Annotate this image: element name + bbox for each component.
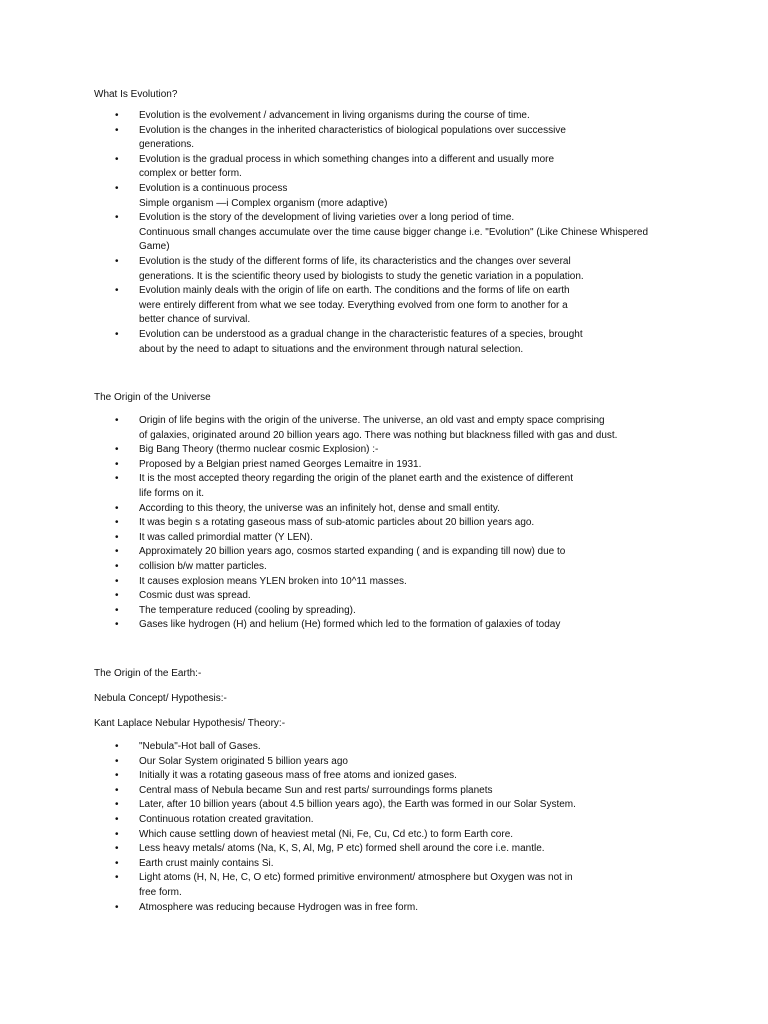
- list-item: [94, 813, 694, 828]
- list-item-line: • Later, after 10 billion years (about 4.5 billion years ago), the Earth was formed in our Solar System.: [139, 799, 576, 811]
- list-item-line: • Initially it was a rotating gaseous mass of free atoms and ionized gases.: [139, 770, 457, 782]
- list-item: [94, 769, 694, 784]
- list-item: [94, 828, 694, 843]
- universe-list: [94, 414, 694, 633]
- list-item-line: were entirely different from what we see today. Everything evolved from one form to another for a: [139, 299, 568, 311]
- list-item-line: • "Nebula"-Hot ball of Gases.: [139, 741, 261, 752]
- list-item: [94, 560, 694, 575]
- list-item-line: • It causes explosion means YLEN broken into 10^11 masses.: [139, 575, 407, 587]
- list-item-line: • Big Bang Theory (thermo nuclear cosmic Explosion) :-: [139, 444, 379, 456]
- list-item: [94, 516, 694, 531]
- list-item-line: Simple organism —i Complex organism (more adaptive): [139, 197, 388, 209]
- list-item: [94, 255, 694, 284]
- list-item-line: • Evolution mainly deals with the origin of life on earth. The conditions and the forms of life on earth: [139, 285, 570, 297]
- list-item-line: • Proposed by a Belgian priest named Georges Lemaitre in 1931.: [139, 458, 422, 470]
- list-item-line: • Continuous rotation created gravitation.: [139, 813, 314, 825]
- list-item: [94, 153, 694, 182]
- list-item-line: • Evolution is the gradual process in which something changes into a different and usually more: [139, 153, 555, 165]
- list-item-line: complex or better form.: [139, 168, 242, 180]
- nebula-concept-heading: Nebula Concept/ Hypothesis:-: [94, 693, 227, 704]
- list-item-line: • It was called primordial matter (Y LEN).: [139, 531, 313, 543]
- evolution-list: [94, 109, 694, 357]
- list-item-line: generations.: [139, 139, 195, 151]
- section-title-universe: The Origin of the Universe: [94, 392, 211, 404]
- list-item-line: • Earth crust mainly contains Si.: [139, 857, 274, 869]
- list-item-line: better chance of survival.: [139, 314, 251, 326]
- list-item: [94, 604, 694, 619]
- kant-laplace-heading: Kant Laplace Nebular Hypothesis/ Theory:-: [94, 718, 286, 729]
- list-item-line: Continuous small changes accumulate over the time cause bigger change i.e. "Evolution" (Like Chinese Whispered: [139, 226, 649, 238]
- list-item-line: about by the need to adapt to situations and the environment through natural selection.: [139, 343, 524, 355]
- list-item-line: • It is the most accepted theory regarding the origin of the planet earth and the existence of different: [139, 473, 573, 485]
- list-item: [94, 502, 694, 517]
- list-item: [94, 589, 694, 604]
- list-item: [94, 842, 694, 857]
- list-item-line: • Evolution is a continuous process: [139, 182, 288, 194]
- list-item: [94, 124, 694, 153]
- list-item-line: • Light atoms (H, N, He, C, O etc) formed primitive environment/ atmosphere but Oxygen was not in: [139, 872, 573, 884]
- list-item: [94, 798, 694, 813]
- list-item-line: • collision b/w matter particles.: [139, 561, 267, 573]
- list-item: [94, 284, 694, 328]
- list-item: [94, 784, 694, 799]
- list-item-line: • The temperature reduced (cooling by spreading).: [139, 604, 356, 616]
- list-item: [94, 857, 694, 872]
- list-item-line: • Approximately 20 billion years ago, cosmos started expanding ( and is expanding till now) due to: [139, 546, 566, 558]
- list-item-line: of galaxies, originated around 20 billion years ago. There was nothing but blackness filled with gas and dust.: [139, 429, 618, 441]
- list-item-line: • Central mass of Nebula became Sun and rest parts/ surroundings forms planets: [139, 784, 493, 796]
- list-item: [94, 531, 694, 546]
- list-item-line: Game): [139, 241, 170, 253]
- document-page: [94, 88, 694, 915]
- list-item: [94, 618, 694, 633]
- earth-list: [94, 740, 694, 915]
- list-item-line: generations. It is the scientific theory used by biologists to study the genetic variation in a population.: [139, 270, 584, 282]
- section-title-earth: The Origin of the Earth:-: [94, 668, 202, 679]
- list-item-line: • Evolution is the story of the development of living varieties over a long period of time.: [139, 212, 515, 224]
- list-item: [94, 109, 694, 124]
- list-item: [94, 443, 694, 458]
- list-item: [94, 458, 694, 473]
- list-item: [94, 575, 694, 590]
- list-item: [94, 472, 694, 501]
- list-item-line: • Our Solar System originated 5 billion years ago: [139, 755, 348, 767]
- list-item-line: • Evolution is the evolvement / advancement in living organisms during the course of time.: [139, 110, 530, 121]
- list-item-line: • Evolution is the study of the different forms of life, its characteristics and the changes over several: [139, 255, 571, 267]
- list-item: [94, 414, 694, 443]
- list-item-line: • According to this theory, the universe was an infinitely hot, dense and small entity.: [139, 502, 500, 514]
- list-item-line: life forms on it.: [139, 488, 205, 500]
- list-item-line: • Gases like hydrogen (H) and helium (He) formed which led to the formation of galaxies of today: [139, 619, 561, 631]
- list-item: [94, 901, 694, 916]
- list-item-line: • Cosmic dust was spread.: [139, 590, 251, 602]
- list-item: [94, 328, 694, 357]
- list-item-line: • It was begin s a rotating gaseous mass of sub-atomic particles about 20 billion years ago.: [139, 517, 535, 529]
- section-title-evolution: What Is Evolution?: [94, 89, 178, 100]
- list-item-line: • Atmosphere was reducing because Hydrogen was in free form.: [139, 901, 419, 913]
- list-item: [94, 871, 694, 900]
- list-item: [94, 755, 694, 770]
- list-item-line: free form.: [139, 886, 182, 898]
- list-item-line: • Evolution is the changes in the inherited characteristics of biological populations over successive: [139, 124, 566, 136]
- list-item-line: • Origin of life begins with the origin of the universe. The universe, an old vast and empty space comprising: [139, 415, 605, 427]
- list-item-line: • Which cause settling down of heaviest metal (Ni, Fe, Cu, Cd etc.) to form Earth core.: [139, 828, 514, 840]
- list-item: [94, 211, 694, 255]
- list-item-line: • Less heavy metals/ atoms (Na, K, S, Al, Mg, P etc) formed shell around the core i.e. mantle.: [139, 843, 545, 855]
- list-item: [94, 545, 694, 560]
- list-item-line: • Evolution can be understood as a gradual change in the characteristic features of a species, brought: [139, 328, 583, 340]
- list-item: [94, 740, 694, 755]
- list-item: [94, 182, 694, 211]
